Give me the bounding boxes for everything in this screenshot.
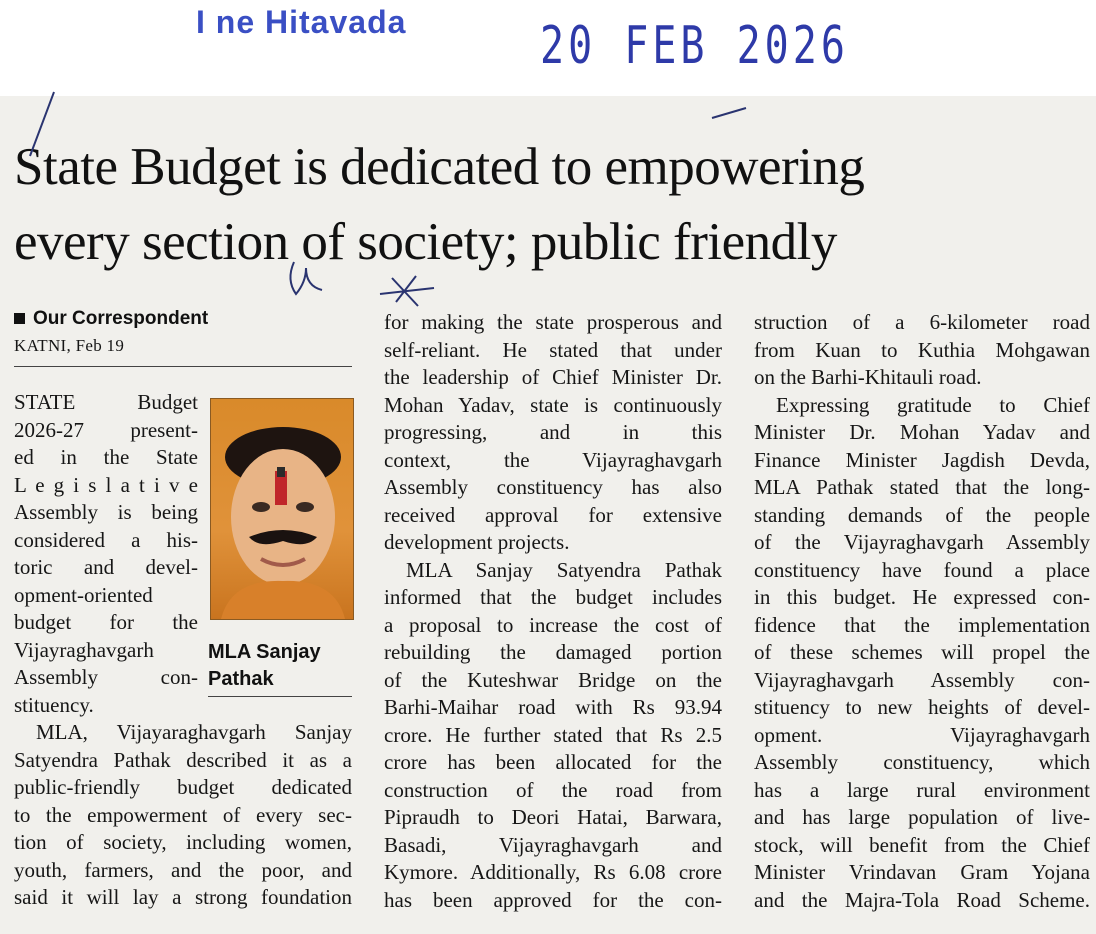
mla-portrait-photo: [210, 398, 354, 620]
text-line: self-reliant. He stated that under: [384, 337, 722, 362]
text-line: development projects.: [384, 530, 570, 554]
text-line: Kymore. Additionally, Rs 6.08 crore: [384, 860, 722, 884]
text-line: rebuilding the damaged portion: [384, 640, 722, 664]
text-line: informed that the budget includes: [384, 585, 722, 609]
text-line: youth, farmers, and the poor, and: [14, 857, 352, 882]
text-line: constituency have found a place: [754, 557, 1090, 582]
text-line: crore. He further stated that Rs 2.5: [384, 722, 722, 747]
text-line: standing demands of the people: [754, 502, 1090, 527]
text-line: Vijayraghavgarh: [14, 637, 154, 662]
text-line: Assembly con-: [14, 665, 198, 689]
text-line: crore has been allocated for the: [384, 750, 722, 774]
text-line: received approval for extensive: [384, 502, 722, 527]
article-headline: [14, 130, 1096, 280]
paragraph: [754, 309, 1090, 392]
text-line: and the Majra-Tola Road Scheme.: [754, 887, 1090, 912]
text-line: public-friendly budget dedicated: [14, 775, 352, 799]
paragraph: [754, 392, 1090, 915]
column-3: [754, 309, 1090, 914]
paragraph: [14, 389, 198, 719]
text-line: Barhi-Maihar road with Rs 93.94: [384, 695, 722, 719]
text-line: ed in the State: [14, 445, 198, 469]
text-line: stituency to new heights of devel-: [754, 695, 1090, 719]
text-line: said it will lay a strong foundation: [14, 885, 352, 909]
paragraph: [14, 719, 352, 912]
byline-rule: [14, 366, 352, 367]
text-line: on the Barhi-Khitauli road.: [754, 365, 982, 389]
text-line: fidence that the implementation: [754, 612, 1090, 637]
dateline: KATNI, Feb 19: [14, 336, 125, 355]
text-line: of the Kuteshwar Bridge on the: [384, 667, 722, 692]
date-stamp: 20 FEB 2026: [540, 16, 849, 76]
newspaper-masthead: I ne Hitavada: [196, 4, 407, 40]
text-line: Assembly constituency has also: [384, 475, 722, 499]
caption-line: MLA Sanjay: [208, 641, 321, 663]
paragraph: [384, 309, 722, 557]
text-line: opment. Vijayraghavgarh: [754, 722, 1090, 747]
text-line: for making the state prosperous and: [384, 310, 722, 334]
text-line: 2026-27 present-: [14, 417, 198, 442]
text-line: of these schemes will propel the: [754, 640, 1090, 664]
text-line: stituency.: [14, 692, 94, 717]
headline-line: State Budget is dedicated to empowering: [14, 138, 865, 196]
text-line: Assembly constituency, which: [754, 750, 1090, 774]
text-line: Assembly is being: [14, 500, 198, 524]
text-line: struction of a 6-kilometer road: [754, 310, 1090, 334]
text-line: stock, will benefit from the Chief: [754, 832, 1090, 857]
text-line: MLA, Vijayaraghavgarh Sanjay: [36, 720, 352, 744]
column-1-intro: [14, 389, 198, 719]
headline-line: every section of society; public friendly: [14, 213, 837, 271]
text-line: Minister Vrindavan Gram Yojana: [754, 860, 1090, 884]
column-2: [384, 309, 722, 914]
text-line: has a large rural environment: [754, 777, 1090, 802]
clipping-stamp-area: [0, 0, 1096, 100]
column-1-body: [14, 719, 352, 912]
byline: [14, 308, 208, 330]
photo-caption: [208, 639, 321, 693]
paragraph: [384, 557, 722, 915]
text-line: from Kuan to Kuthia Mohgawan: [754, 337, 1090, 362]
text-line: budget for the: [14, 610, 198, 634]
caption-line: Pathak: [208, 668, 274, 690]
text-line: Basadi, Vijayraghavgarh and: [384, 832, 722, 857]
text-line: construction of the road from: [384, 777, 722, 802]
text-line: progressing, and in this: [384, 420, 722, 444]
text-line: the leadership of Chief Minister Dr.: [384, 365, 722, 389]
text-line: L e g i s l a t i v e: [14, 472, 198, 497]
text-line: tion of society, including women,: [14, 830, 352, 854]
text-line: Minister Dr. Mohan Yadav and: [754, 420, 1090, 444]
text-line: a proposal to increase the cost of: [384, 612, 722, 637]
byline-square-icon: [14, 313, 25, 324]
portrait-illustration: [211, 399, 353, 619]
byline-text: Our Correspondent: [33, 308, 209, 329]
text-line: context, the Vijayraghavgarh: [384, 447, 722, 472]
text-line: in this budget. He expressed con-: [754, 585, 1090, 609]
text-line: has been approved for the con-: [384, 887, 722, 912]
text-line: to the empowerment of every sec-: [14, 802, 352, 827]
text-line: of the Vijayraghavgarh Assembly: [754, 530, 1090, 554]
text-line: Finance Minister Jagdish Devda,: [754, 447, 1090, 472]
caption-rule: [208, 696, 352, 697]
text-line: considered a his-: [14, 527, 198, 552]
text-line: opment-oriented: [14, 582, 153, 607]
text-line: MLA Sanjay Satyendra Pathak: [406, 557, 722, 582]
text-line: Pipraudh to Deori Hatai, Barwara,: [384, 805, 722, 829]
text-line: Satyendra Pathak described it as a: [14, 747, 352, 772]
text-line: and has large population of live-: [754, 805, 1090, 829]
text-line: MLA Pathak stated that the long-: [754, 475, 1090, 499]
text-line: Expressing gratitude to Chief: [776, 392, 1090, 417]
text-line: STATE Budget: [14, 390, 198, 414]
text-line: toric and devel-: [14, 555, 198, 579]
text-line: Vijayraghavgarh Assembly con-: [754, 667, 1090, 692]
text-line: Mohan Yadav, state is continuously: [384, 392, 722, 417]
